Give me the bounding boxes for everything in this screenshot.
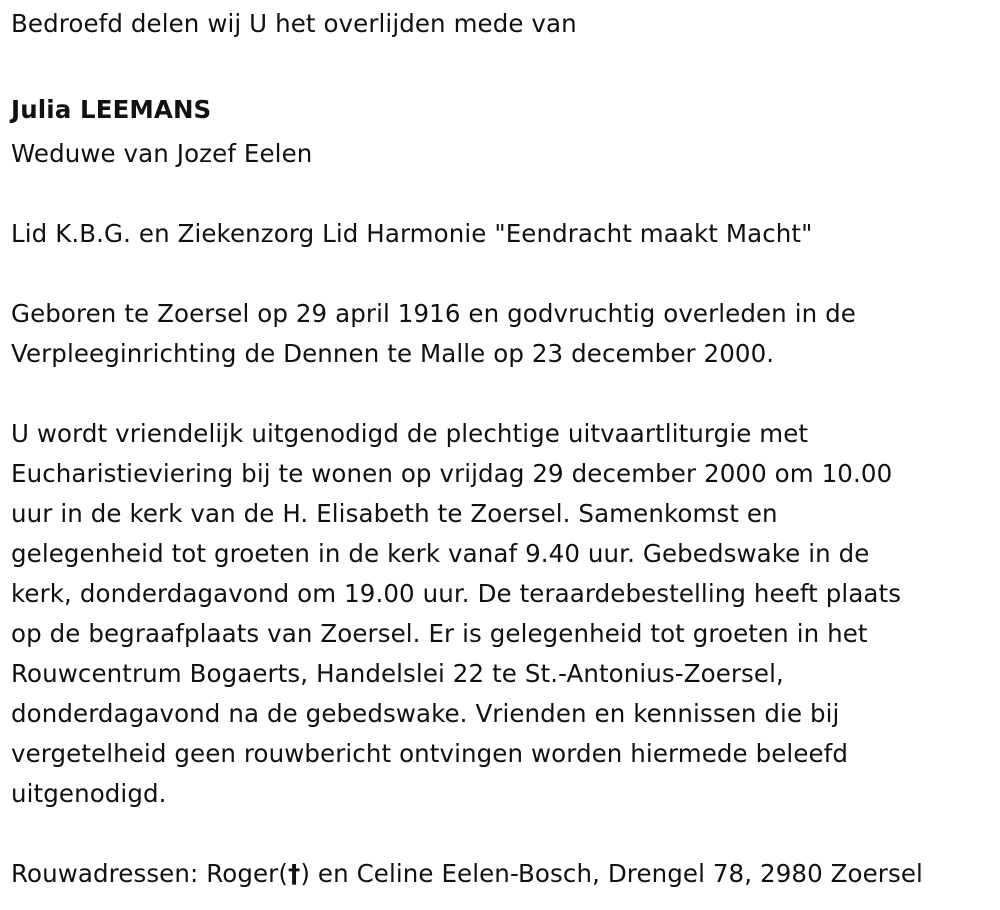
paragraph-line: Geboren te Zoersel op 29 april 1916 en godvruchtig overleden in de (11, 299, 856, 328)
spacer (11, 44, 986, 84)
spacer (11, 374, 986, 414)
spacer (11, 174, 986, 214)
paragraph-line: gelegenheid tot groeten in de kerk vanaf 9.40 uur. Gebedswake in de (11, 539, 870, 568)
invitation-paragraph (11, 414, 986, 814)
spacer (11, 814, 986, 854)
paragraph-line: Rouwcentrum Bogaerts, Handelslei 22 te St.-Antonius-Zoersel, (11, 659, 784, 688)
paragraph-line: uitgenodigd. (11, 779, 167, 808)
paragraph-line: Eucharistieviering bij te wonen op vrijdag 29 december 2000 om 10.00 (11, 459, 893, 488)
intro-text: Bedroefd delen wij U het overlijden mede van (11, 9, 577, 38)
addresses-prefix: Rouwadressen: Roger( (11, 859, 288, 888)
paragraph-line: kerk, donderdagavond om 19.00 uur. De teraardebestelling heeft plaats (11, 579, 902, 608)
paragraph-line: uur in de kerk van de H. Elisabeth te Zoersel. Samenkomst en (11, 499, 778, 528)
addresses-line (11, 854, 986, 894)
paragraph-line: op de begraafplaats van Zoersel. Er is gelegenheid tot groeten in het (11, 619, 868, 648)
death-notice (11, 4, 986, 894)
spacer (11, 254, 986, 294)
deceased-name: Julia LEEMANS (11, 95, 212, 124)
paragraph-line: U wordt vriendelijk uitgenodigd de plechtige uitvaartliturgie met (11, 419, 809, 448)
paragraph-line: vergetelheid geen rouwbericht ontvingen worden hiermede beleefd (11, 739, 849, 768)
paragraph-line: donderdagavond na de gebedswake. Vrienden en kennissen die bij (11, 699, 840, 728)
paragraph-line: Verpleeginrichting de Dennen te Malle op 23 december 2000. (11, 339, 775, 368)
cross-icon: † (288, 859, 301, 888)
membership-text: Lid K.B.G. en Ziekenzorg Lid Harmonie "Eendracht maakt Macht" (11, 219, 813, 248)
addresses-suffix: ) en Celine Eelen-Bosch, Drengel 78, 2980 Zoersel (300, 859, 923, 888)
relation-text: Weduwe van Jozef Eelen (11, 139, 313, 168)
birth-death-paragraph (11, 294, 986, 374)
